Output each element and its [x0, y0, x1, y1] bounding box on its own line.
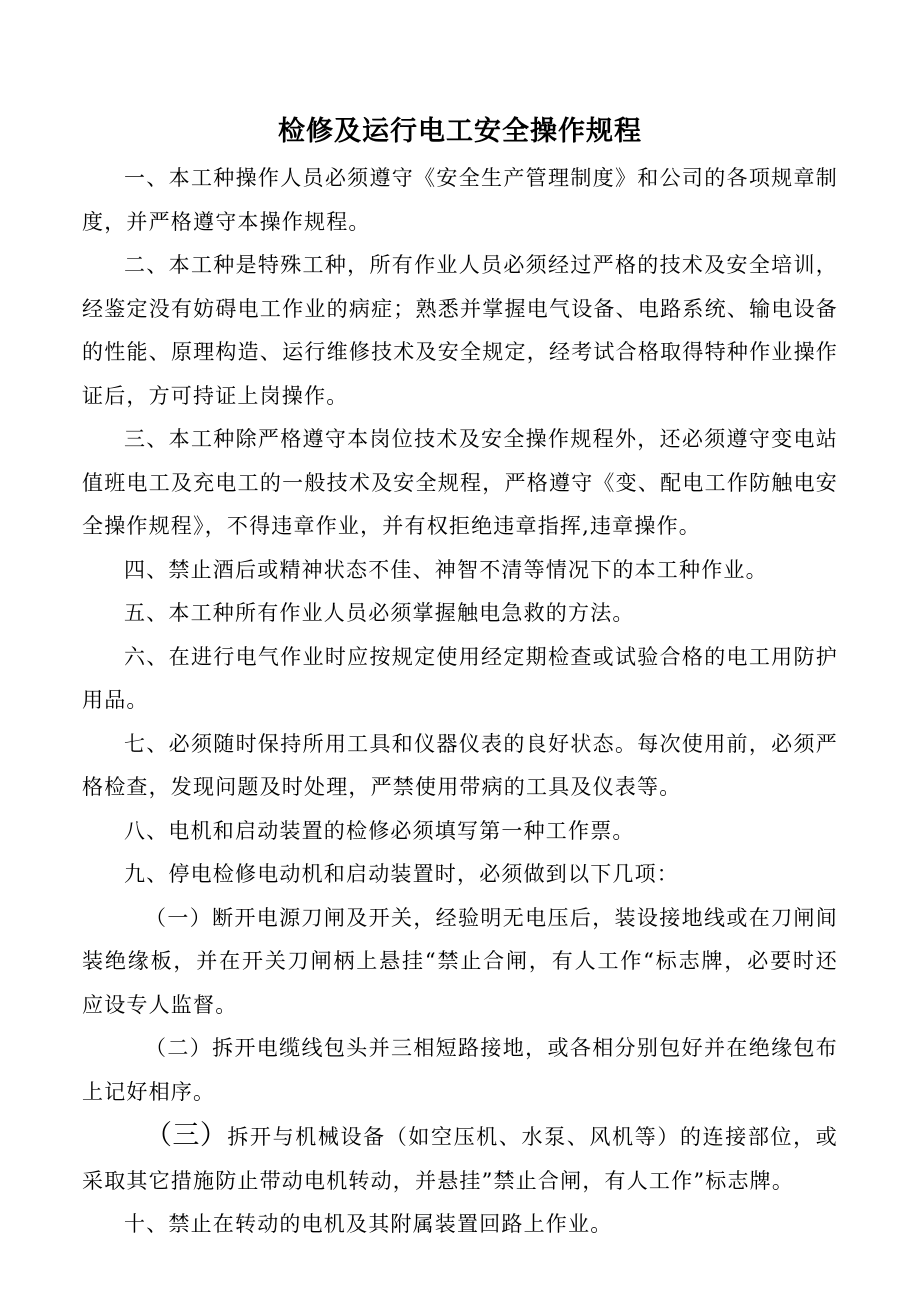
document-body	[82, 157, 838, 1247]
paragraph-9: 九、停电检修电动机和启动装置时，必须做到以下几项：	[124, 862, 679, 886]
paragraph-4: 四、禁止酒后或精神状态不佳、神智不清等情况下的本工种作业。	[124, 557, 768, 582]
paragraph-5: 五、本工种所有作业人员必须掌握触电急救的方法。	[124, 601, 635, 625]
sub-item-2: （二）拆开电缆线包头并三相短路接地，或各相分别包好并在绝缘包布上记好相序。	[82, 1036, 838, 1104]
paragraph-10: 十、禁止在转动的电机及其附属装置回路上作业。	[124, 1212, 613, 1236]
paragraph-3: 三、本工种除严格遵守本岗位技术及安全操作规程外，还必须遵守变电站值班电工及充电工的一般技术及安全规程，严格遵守《变、配电工作防触电安全操作规程》，不得违章作业，并有权拒绝违章指挥,违章操作。	[82, 427, 838, 538]
paragraph-8: 八、电机和启动装置的检修必须填写第一种工作票。	[124, 818, 635, 843]
paragraph-2: 二、本工种是特殊工种，所有作业人员必须经过严格的技术及安全培训，经鉴定没有妨碍电工作业的病症；熟悉并掌握电气设备、电路系统、输电设备的性能、原理构造、运行维修技术及安全规定，经考试合格取得特种作业操作证后，方可持证上岗操作。	[82, 253, 838, 408]
sub-item-1: （一）断开电源刀闸及开关，经验明无电压后，装设接地线或在刀闸间装绝缘板，并在开关刀闸柄上悬挂“禁止合闸，有人工作“标志牌，必要时还应设专人监督。	[82, 905, 838, 1017]
sub-item-3-marker: （三）	[145, 1120, 228, 1151]
paragraph-7: 七、必须随时保持所用工具和仪器仪表的良好状态。每次使用前，必须严格检查，发现问题及时处理，严禁使用带病的工具及仪表等。	[82, 731, 838, 799]
paragraph-1: 一、本工种操作人员必须遵守《安全生产管理制度》和公司的各项规章制度，并严格遵守本操作规程。	[82, 166, 838, 234]
paragraph-6: 六、在进行电气作业时应按规定使用经定期检查或试验合格的电工用防护用品。	[82, 644, 838, 712]
document-title: 检修及运行电工安全操作规程	[278, 116, 642, 147]
sub-item-3	[82, 1114, 838, 1203]
sub-item-3-text: 拆开与机械设备（如空压机、水泵、风机等）的连接部位，或采取其它措施防止带动电机转动，并悬挂”禁止合闸，有人工作”标志牌。	[82, 1125, 839, 1193]
